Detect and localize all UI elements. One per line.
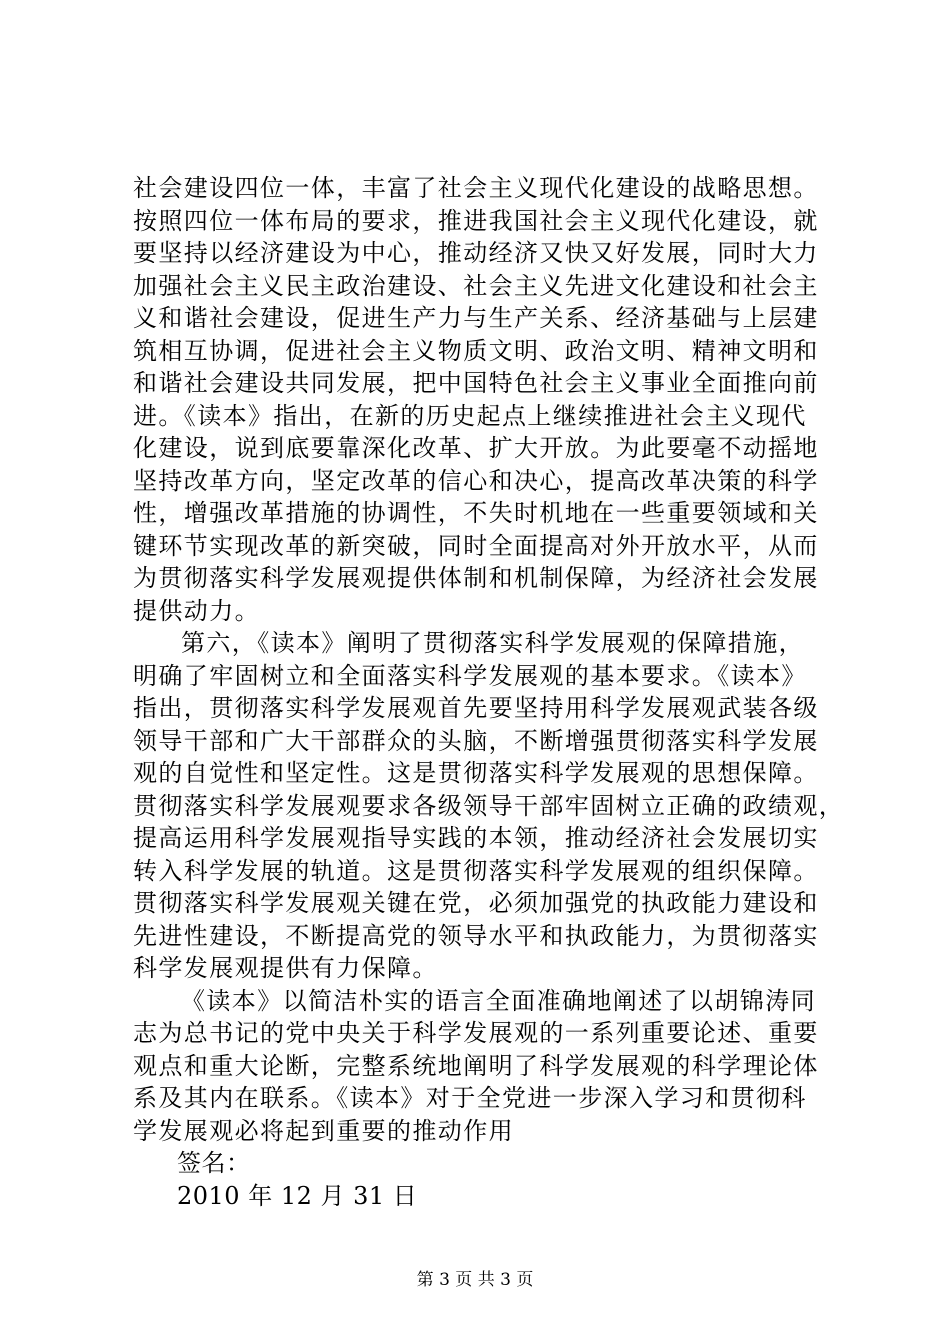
text-line: 提高运用科学发展观指导实践的本领，推动经济社会发展切实: [133, 824, 819, 852]
paragraph-start-line: 《读本》以简洁朴实的语言全面准确地阐述了以胡锦涛同: [181, 986, 816, 1015]
text-line: 化建设，说到底要靠深化改革、扩大开放。为此要毫不动摇地: [133, 434, 819, 462]
text-line: 贯彻落实科学发展观关键在党，必须加强党的执政能力建设和: [133, 889, 819, 917]
text-line: 贯彻落实科学发展观要求各级领导干部牢固树立正确的政绩观，: [133, 791, 845, 820]
text-line: 加强社会主义民主政治建设、社会主义先进文化建设和社会主: [133, 271, 819, 300]
document-body: [133, 172, 845, 1212]
text-line: 指出，贯彻落实科学发展观首先要坚持用科学发展观武装各级: [133, 694, 819, 722]
text-line: 社会建设四位一体，丰富了社会主义现代化建设的战略思想。: [133, 174, 819, 202]
text-line: 观点和重大论断，完整系统地阐明了科学发展观的科学理论体: [133, 1051, 819, 1080]
text-line: 和谐社会建设共同发展，把中国特色社会主义事业全面推向前: [133, 369, 819, 397]
signature-date: 2010 年 12 月 31 日: [177, 1181, 418, 1210]
text-line: 义和谐社会建设，促进生产力与生产关系、经济基础与上层建: [133, 304, 819, 332]
text-line: 科学发展观提供有力保障。: [133, 954, 438, 982]
text-line: 坚持改革方向，坚定改革的信心和决心，提高改革决策的科学: [133, 466, 819, 495]
text-line: 观的自觉性和坚定性。这是贯彻落实科学发展观的思想保障。: [133, 759, 819, 787]
text-line: 按照四位一体布局的要求，推进我国社会主义现代化建设，就: [133, 206, 819, 235]
text-line: 筑相互协调，促进社会主义物质文明、政治文明、精神文明和: [133, 336, 819, 365]
text-line: 性，增强改革措施的协调性，不失时机地在一些重要领域和关: [133, 499, 819, 527]
text-line: 进。《读本》指出，在新的历史起点上继续推进社会主义现代: [133, 401, 807, 430]
text-line: 要坚持以经济建设为中心，推动经济又快又好发展，同时大力: [133, 239, 819, 267]
paragraph-start-line: 第六，《读本》阐明了贯彻落实科学发展观的保障措施，: [181, 629, 804, 657]
text-line: 键环节实现改革的新突破，同时全面提高对外开放水平，从而: [133, 531, 819, 560]
text-line: 提供动力。: [133, 596, 260, 625]
text-line: 为贯彻落实科学发展观提供体制和机制保障，为经济社会发展: [133, 564, 819, 592]
text-line: 领导干部和广大干部群众的头脑，不断增强贯彻落实科学发展: [133, 726, 819, 755]
text-line: 志为总书记的党中央关于科学发展观的一系列重要论述、重要: [133, 1019, 819, 1047]
text-line: 系及其内在联系。《读本》对于全党进一步深入学习和贯彻科: [133, 1084, 807, 1112]
signature-label: 签名：: [177, 1149, 251, 1177]
text-line: 学发展观必将起到重要的推动作用: [133, 1116, 514, 1145]
text-line: 转入科学发展的轨道。这是贯彻落实科学发展观的组织保障。: [133, 856, 819, 885]
text-line: 先进性建设，不断提高党的领导水平和执政能力，为贯彻落实: [133, 921, 819, 950]
page-footer: 第 3 页 共 3 页: [416, 1270, 534, 1290]
text-line: 明确了牢固树立和全面落实科学发展观的基本要求。《读本》: [133, 661, 807, 690]
